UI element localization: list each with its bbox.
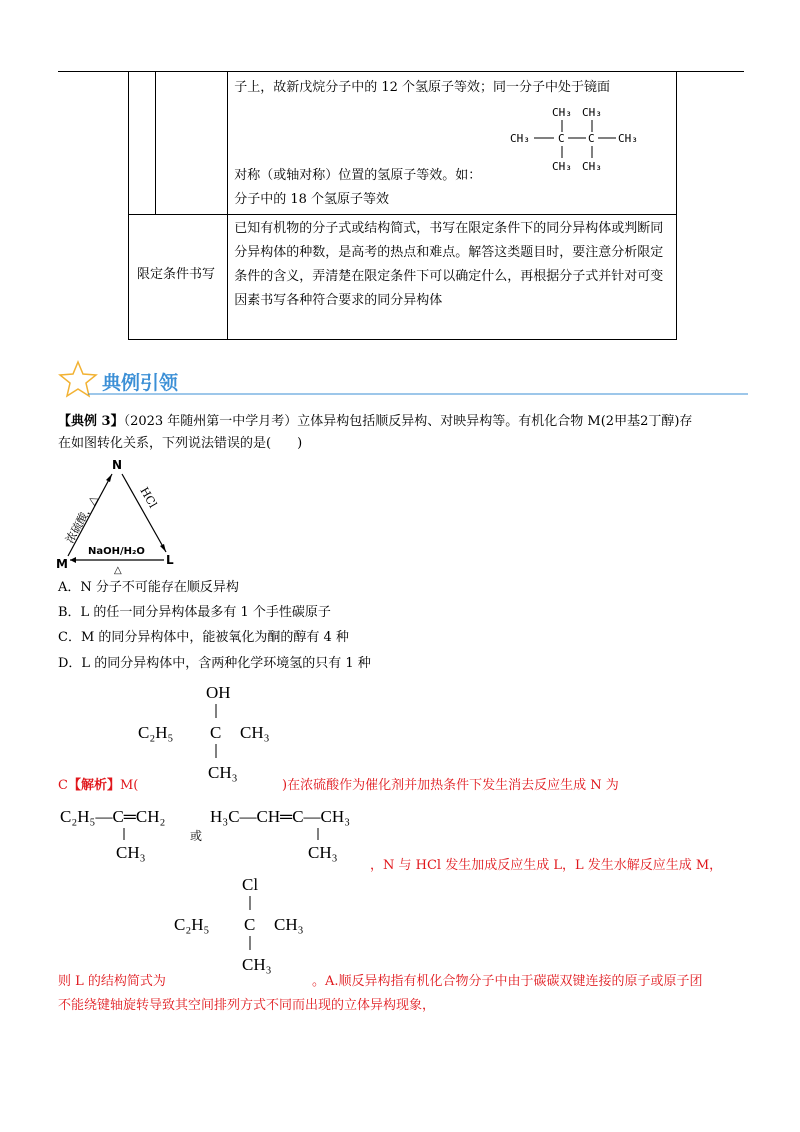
- row2-text: 已知有机物的分子式或结构简式，书写在限定条件下的同分异构体或判断同分异构体的种数，是高考的热点和难点。解答这类题目时，要注意分析限定条件的含义，弄清楚在限定条件下可以确定什么，再根据分子式并针对可变因素书写各种符合要求的同分异构体: [234, 221, 664, 308]
- struct-m-top: OH: [206, 683, 231, 702]
- analysis-line1: C【解析】M(: [58, 778, 139, 793]
- struct-l-bottom: CH₃: [242, 955, 272, 974]
- structure-m: [134, 680, 294, 784]
- struct-n-left-sub: CH₃: [116, 843, 146, 862]
- structure-n: [58, 800, 388, 864]
- row2-content: [228, 215, 677, 340]
- formula-top2: CH₃: [582, 106, 603, 119]
- option-d: D．L 的同分异构体中，含两种化学环境氢的只有 1 种: [58, 656, 371, 671]
- analysis-tag: 【解析】: [67, 778, 120, 793]
- struct-l-center: C: [244, 915, 256, 934]
- formula-c1: C: [558, 132, 565, 145]
- option-a: A．N 分子不可能存在顺反异构: [58, 580, 239, 595]
- row1-line1: 子上，故新戊烷分子中的 12 个氢原子等效；同一分子中处于镜面: [234, 80, 611, 95]
- option-b: B．L 的任一同分异构体最多有 1 个手性碳原子: [58, 605, 331, 620]
- edge-left-label: 浓硫酸，△: [63, 493, 101, 546]
- formula-top1: CH₃: [552, 106, 573, 119]
- struct-n-right: H₃C—CH═C—CH₃: [210, 807, 351, 826]
- struct-l-top: Cl: [242, 875, 259, 894]
- conversion-diagram: [54, 456, 194, 576]
- example-line2: 在如图转化关系，下列说法错误的是( ): [58, 436, 303, 451]
- row1-content: [228, 72, 677, 215]
- edge-bottom-cond: △: [114, 565, 122, 576]
- struct-l-right: CH₃: [274, 915, 304, 934]
- analysis-line1-text: )在浓硫酸作为催化剂并加热条件下发生消去反应生成 N 为: [282, 778, 619, 793]
- table-row: [129, 215, 677, 340]
- example-label: 【典例 3】: [58, 414, 124, 429]
- table-row: [129, 72, 677, 215]
- formula-right: CH₃: [618, 132, 639, 145]
- node-n: N: [112, 458, 123, 472]
- formula-left: CH₃: [510, 132, 531, 145]
- node-l: L: [166, 553, 174, 567]
- formula-bottom2: CH₃: [582, 160, 603, 173]
- star-icon: [60, 362, 96, 396]
- struct-m-bottom: CH₃: [208, 763, 238, 782]
- node-m: M: [56, 557, 68, 571]
- formula-c2: C: [588, 132, 595, 145]
- struct-l-left: C₂H₅: [174, 915, 210, 934]
- row2-label: 限定条件书写: [137, 267, 216, 282]
- edge-right-label: HCl: [137, 485, 160, 511]
- analysis-line3-pre: 则 L 的结构简式为: [58, 974, 166, 989]
- option-c: C．M 的同分异构体中，能被氧化为酮的醇有 4 种: [58, 630, 349, 645]
- formula-bottom1: CH₃: [552, 160, 573, 173]
- hexamethylethane-formula: [506, 104, 646, 184]
- row1-line3: 分子中的 18 个氢原子等效: [234, 192, 390, 207]
- struct-n-left: C₂H₅—C═CH₂: [60, 807, 166, 826]
- or-word: 或: [190, 829, 203, 843]
- banner-title: 典例引领: [102, 372, 179, 394]
- analysis-line4: 不能绕键轴旋转导致其空间排列方式不同而出现的立体异构现象，: [58, 998, 436, 1013]
- analysis-line2: ，N 与 HCl 发生加成反应生成 L，L 发生水解反应生成 M，: [370, 858, 723, 873]
- struct-n-right-sub: CH₃: [308, 843, 338, 862]
- edge-bottom-label: NaOH/H₂O: [88, 546, 145, 557]
- struct-m-center: C: [210, 723, 222, 742]
- structure-l: [170, 872, 330, 976]
- analysis-line3-post: 。A.顺反异构指有机化合物分子中由于碳碳双键连接的原子或原子团: [312, 974, 703, 989]
- struct-m-left: C₂H₅: [138, 723, 174, 742]
- summary-table: [128, 71, 677, 340]
- example-line1: 【典例 3】（2023 年随州第一中学月考）立体异构包括顺反异构、对映异构等。有机化合物 M(2甲基2丁醇)存: [58, 414, 693, 429]
- answer: C: [58, 778, 68, 793]
- row1-line2: 对称（或轴对称）位置的氢原子等效。如：: [234, 168, 482, 183]
- struct-m-right: CH₃: [240, 723, 270, 742]
